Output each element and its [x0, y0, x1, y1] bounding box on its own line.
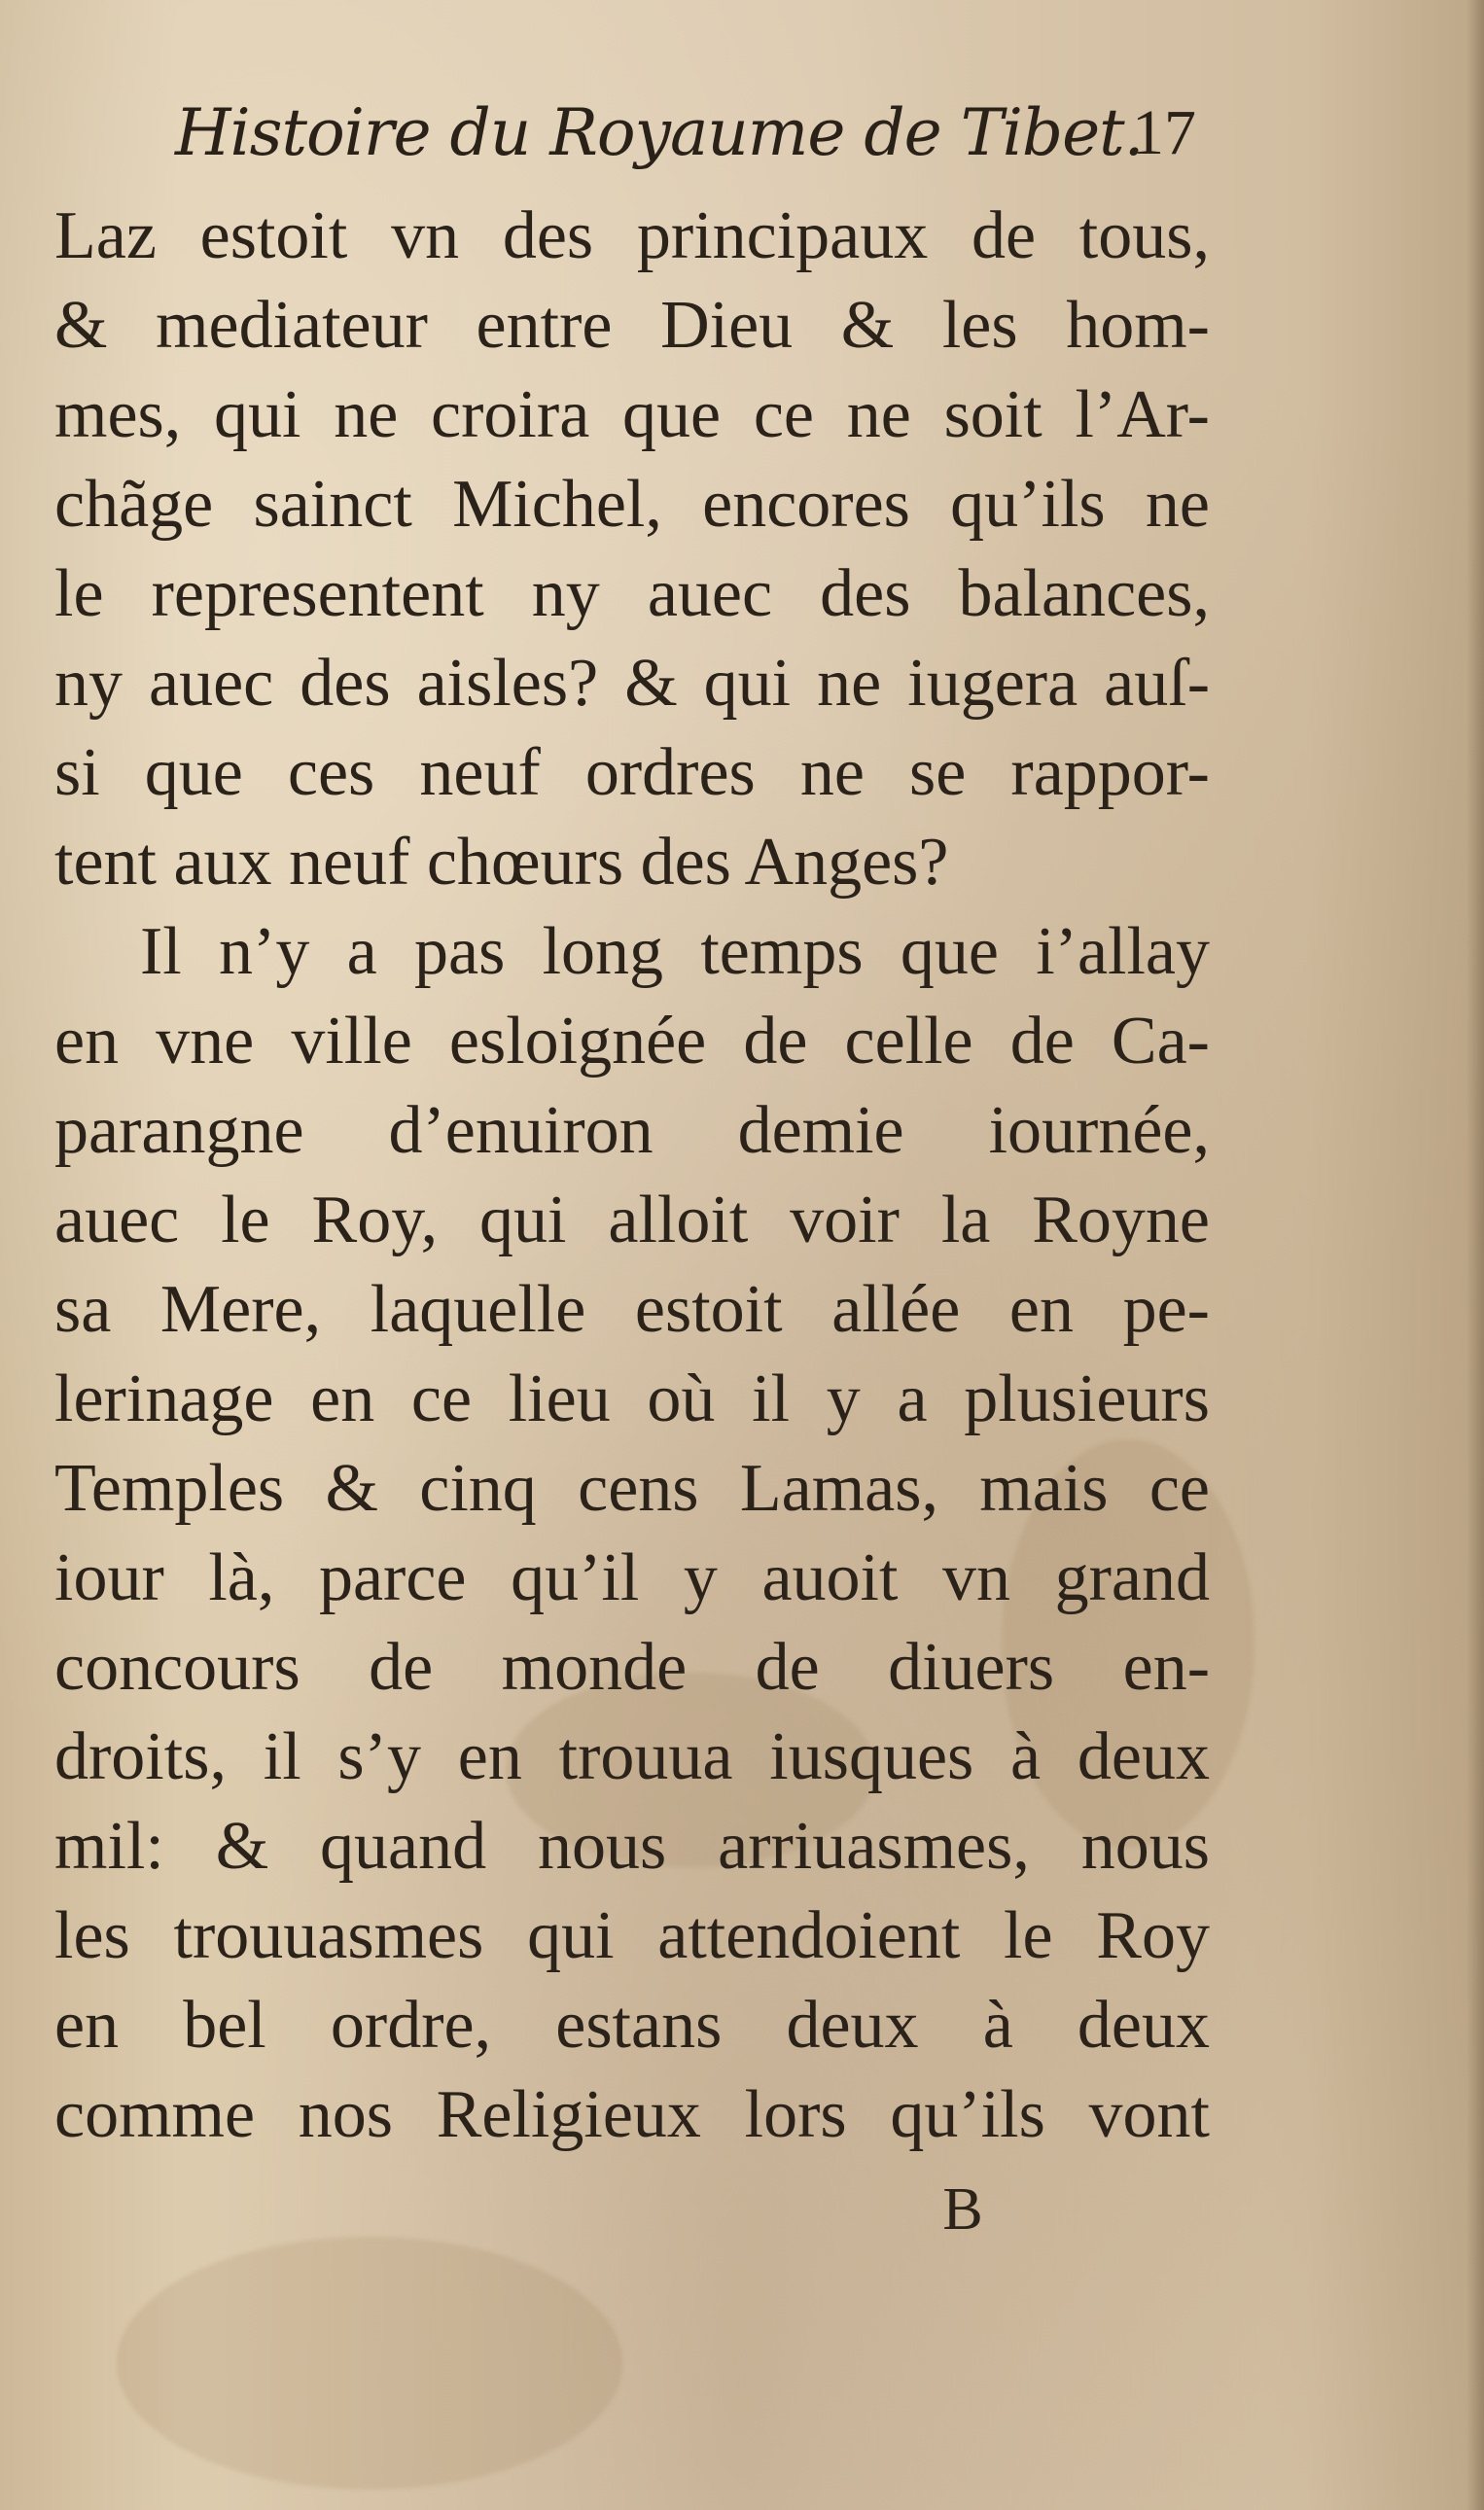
text-line: le representent ny auec des balances, [54, 556, 1210, 631]
text-line: comme nos Religieux lors qu’ils vont [54, 2077, 1210, 2152]
text-line: Il n’y a pas long temps que i’allay [140, 914, 1210, 989]
text-line: mes, qui ne croira que ce ne soit l’Ar- [54, 377, 1210, 452]
text-line: mil: & quand nous arriuasmes, nous [54, 1809, 1210, 1884]
text-line: si que ces neuf ordres ne se rappor- [54, 735, 1210, 810]
text-line: iour là, parce qu’il y auoit vn grand [54, 1540, 1210, 1615]
text-line: Temples & cinq cens Lamas, mais ce [54, 1451, 1210, 1526]
text-line: tent aux neuf chœurs des Anges? [54, 825, 949, 900]
text-line: droits, il s’y en trouua iusques à deux [54, 1719, 1210, 1794]
text-line: lerinage en ce lieu où il y a plusieurs [54, 1361, 1210, 1436]
body-text [54, 192, 1210, 2160]
text-line: chãge sainct Michel, encores qu’ils ne [54, 467, 1210, 542]
running-title: Histoire du Royaume de Tibet. [175, 95, 1144, 170]
page-edge-shadow [1466, 0, 1484, 2510]
text-line: sa Mere, laquelle estoit allée en pe- [54, 1272, 1210, 1347]
text-line: Laz estoit vn des principaux de tous, [54, 198, 1210, 273]
text-line: & mediateur entre Dieu & les hom- [54, 288, 1210, 363]
paper-stain [117, 2237, 622, 2490]
text-line: parangne d’enuiron demie iournée, [54, 1093, 1210, 1168]
text-line: ny auec des aisles? & qui ne iugera auſ- [54, 646, 1210, 721]
text-line: en bel ordre, estans deux à deux [54, 1988, 1210, 2063]
text-line: concours de monde de diuers en- [54, 1630, 1210, 1705]
signature-mark: B [942, 2176, 983, 2243]
text-line: les trouuasmes qui attendoient le Roy [54, 1898, 1210, 1973]
page-number: 17 [1132, 97, 1196, 168]
page-header [175, 89, 1196, 177]
text-line: en vne ville esloignée de celle de Ca- [54, 1004, 1210, 1078]
text-line: auec le Roy, qui alloit voir la Royne [54, 1183, 1210, 1257]
